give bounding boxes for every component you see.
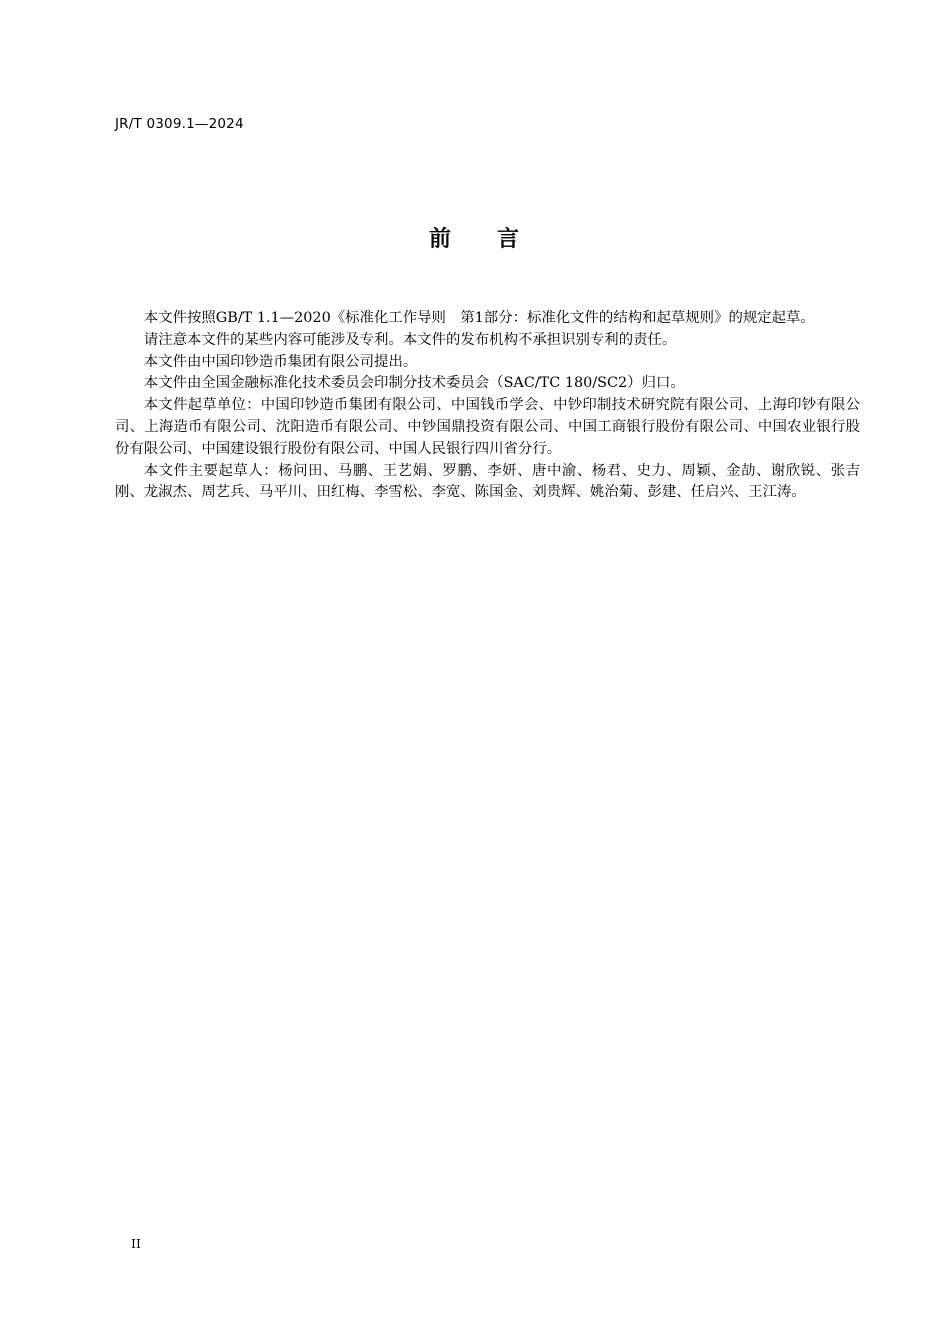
page-number: II	[131, 1236, 141, 1251]
title-char-2: 言	[497, 227, 522, 252]
paragraph-committee: 本文件由全国金融标准化技术委员会印制分技术委员会（SAC/TC 180/SC2）归口。	[143, 375, 685, 392]
title-char-1: 前	[428, 227, 453, 252]
paragraph-patent-notice: 请注意本文件的某些内容可能涉及专利。本文件的发布机构不承担识别专利的责任。	[143, 331, 677, 348]
paragraph-drafters: 本文件主要起草人：杨问田、马鹏、王艺娟、罗鹏、李妍、唐中渝、杨君、史力、周颖、金劼、谢欣锐、张吉刚、龙淑杰、周艺兵、马平川、田红梅、李雪松、李宽、陈国金、刘贵辉、姚治菊、彭建、任启兴、王江涛。	[115, 462, 860, 501]
paragraph-drafting-units: 本文件起草单位：中国印钞造币集团有限公司、中国钱币学会、中钞印制技术研究院有限公司、上海印钞有限公司、上海造币有限公司、沈阳造币有限公司、中钞国鼎投资有限公司、中国工商银行股份有限公司、中国农业银行股份有限公司、中国建设银行股份有限公司、中国人民银行四川省分行。	[115, 397, 860, 457]
paragraph-proposer: 本文件由中国印钞造币集团有限公司提出。	[143, 353, 418, 370]
foreword-body	[115, 308, 860, 504]
paragraph-drafting-rules: 本文件按照GB/T 1.1—2020《标准化工作导则 第1部分：标准化文件的结构和起草规则》的规定起草。	[143, 310, 815, 326]
document-code: JR/T 0309.1—2024	[115, 116, 244, 132]
page-title	[0, 222, 950, 253]
